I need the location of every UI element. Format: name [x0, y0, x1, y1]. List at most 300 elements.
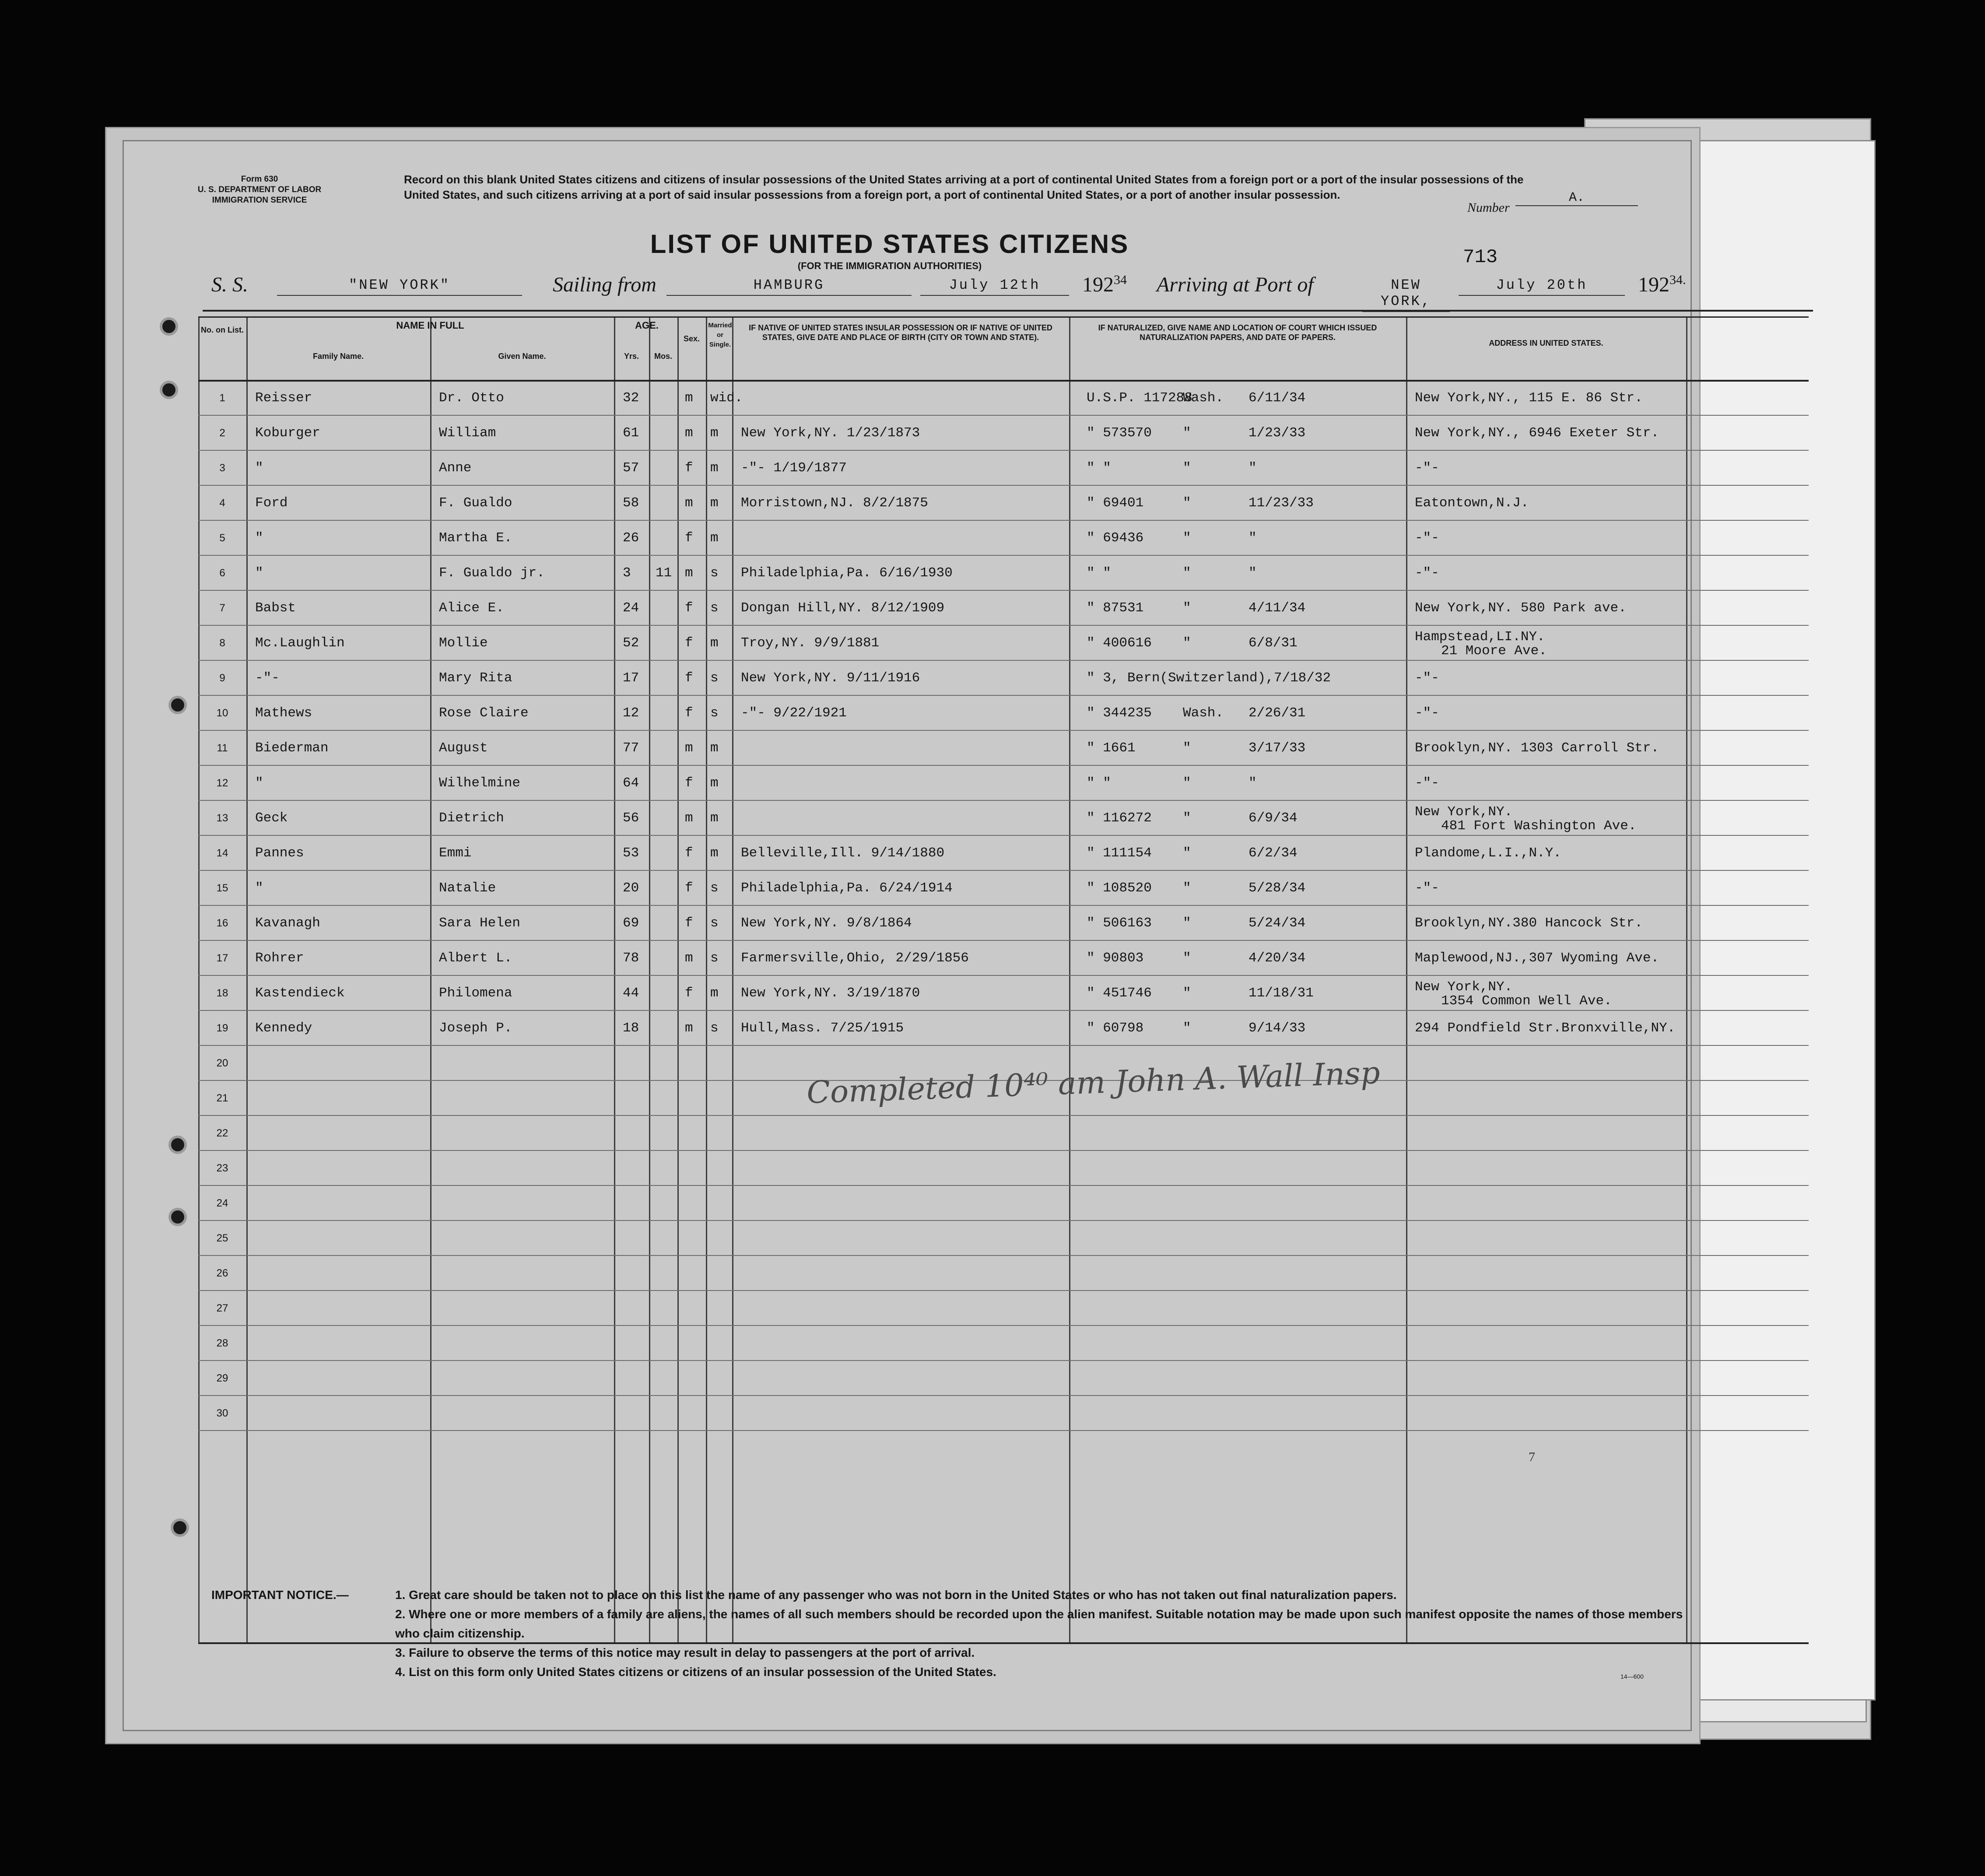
- cell-nat-court: " 116272: [1087, 810, 1152, 826]
- voyage-line: [124, 273, 1690, 308]
- cell-ms: m: [710, 775, 719, 791]
- row-number: 22: [216, 1127, 228, 1139]
- row-number: 19: [216, 1022, 228, 1034]
- cell-age: 18: [623, 1020, 639, 1036]
- binding-hole: [171, 1518, 189, 1537]
- cell-nat-date: 5/24/34: [1249, 915, 1306, 931]
- cell-nat-date: 6/11/34: [1249, 390, 1306, 406]
- row-number: 18: [216, 987, 228, 999]
- header-naturalized: IF NATURALIZED, GIVE NAME AND LOCATION OF COURT WHICH ISSUED NATURALIZATION PAPERS, AND DATE OF PAPERS.: [1098, 323, 1377, 342]
- cell-nat-court: " 60798: [1087, 1020, 1144, 1036]
- cell-given: Sara Helen: [439, 915, 521, 931]
- cell-address: -"-: [1415, 565, 1439, 581]
- cell-family: ": [255, 775, 263, 791]
- cell-ms: wid.: [710, 390, 743, 406]
- cell-nat-court: " 87531: [1087, 600, 1144, 616]
- page-title: LIST OF UNITED STATES CITIZENS: [650, 229, 1129, 259]
- notice-item: 3. Failure to observe the terms of this notice may result in delay to passengers at the port of arrival.: [395, 1646, 975, 1659]
- cell-address: -"-: [1415, 775, 1439, 791]
- row-rule: [198, 1290, 1809, 1291]
- row-rule: [198, 660, 1809, 661]
- cell-address: Brooklyn,NY.380 Hancock Str.: [1415, 915, 1643, 931]
- header-top-rule: [203, 310, 1813, 312]
- notice-item: 4. List on this form only United States citizens or citizens of an insular possession of the United States.: [395, 1665, 996, 1679]
- cell-nat-loc: ": [1183, 425, 1191, 441]
- cell-sex: f: [685, 915, 693, 931]
- cell-nat-loc: ": [1183, 950, 1191, 966]
- cell-ms: s: [710, 705, 719, 721]
- cell-address: New York,NY., 6946 Exeter Str.: [1415, 425, 1659, 441]
- cell-nat-date: 9/14/33: [1249, 1020, 1306, 1036]
- row-number: 24: [216, 1197, 228, 1209]
- binding-hole: [168, 696, 187, 714]
- header-age: AGE.: [635, 320, 659, 331]
- cell-birth: Belleville,Ill. 9/14/1880: [741, 845, 945, 861]
- cell-address: -"-: [1415, 460, 1439, 476]
- cell-address-line2: 1354 Common Well Ave.: [1441, 993, 1612, 1009]
- cell-family: ": [255, 460, 263, 476]
- cell-given: August: [439, 740, 488, 756]
- row-rule: [198, 870, 1809, 871]
- cell-birth: Hull,Mass. 7/25/1915: [741, 1020, 904, 1036]
- citizen-table: [146, 316, 1809, 1642]
- cell-family: ": [255, 565, 263, 581]
- cell-address: -"-: [1415, 705, 1439, 721]
- cell-sex: m: [685, 810, 693, 826]
- cell-sex: m: [685, 495, 693, 511]
- cell-nat-loc: ": [1183, 810, 1191, 826]
- cell-nat-court: " 451746: [1087, 985, 1152, 1001]
- header-months: Mos.: [654, 352, 672, 361]
- row-number: 15: [216, 882, 228, 894]
- cell-address: Maplewood,NJ.,307 Wyoming Ave.: [1415, 950, 1659, 966]
- cell-given: F. Gualdo jr.: [439, 565, 545, 581]
- cell-nat-date: ": [1249, 460, 1257, 476]
- cell-address: Hampstead,LI.NY.: [1415, 629, 1545, 645]
- cell-nat-loc: ": [1183, 1020, 1191, 1036]
- cell-nat-loc: ": [1183, 635, 1191, 651]
- header-married-single: Married or Single.: [708, 322, 732, 348]
- cell-address: New York,NY.: [1415, 804, 1513, 820]
- number-label: Number: [1467, 200, 1510, 215]
- cell-address: 294 Pondfield Str.Bronxville,NY.: [1415, 1020, 1676, 1036]
- row-rule: [198, 1360, 1809, 1361]
- ship-name: "NEW YORK": [277, 277, 522, 296]
- cell-age: 64: [623, 775, 639, 791]
- cell-ms: s: [710, 950, 719, 966]
- row-rule: [198, 905, 1809, 906]
- cell-nat-court: " 69401: [1087, 495, 1144, 511]
- cell-family: Kavanagh: [255, 915, 320, 931]
- cell-nat-court: " 3, Bern(Switzerland),7/18/32: [1087, 670, 1331, 686]
- col-divider: [1686, 316, 1687, 1642]
- cell-ms: s: [710, 670, 719, 686]
- cell-given: Mollie: [439, 635, 488, 651]
- cell-address: New York,NY. 580 Park ave.: [1415, 600, 1627, 616]
- cell-family: Babst: [255, 600, 296, 616]
- department-name: U. S. DEPARTMENT OF LABOR: [197, 185, 322, 194]
- cell-given: Natalie: [439, 880, 496, 896]
- cell-ms: m: [710, 740, 719, 756]
- cell-ms: m: [710, 810, 719, 826]
- cell-sex: f: [685, 600, 693, 616]
- row-number: 7: [219, 602, 225, 614]
- header-years: Yrs.: [624, 352, 639, 361]
- cell-nat-court: " 108520: [1087, 880, 1152, 896]
- cell-ms: m: [710, 985, 719, 1001]
- row-number: 9: [219, 672, 225, 684]
- cell-ms: s: [710, 915, 719, 931]
- cell-nat-date: 6/9/34: [1249, 810, 1298, 826]
- cell-age: 44: [623, 985, 639, 1001]
- header-sex: Sex.: [683, 334, 700, 343]
- col-divider: [649, 316, 650, 1642]
- cell-address: New York,NY.: [1415, 979, 1513, 995]
- cell-nat-loc: Wash.: [1183, 705, 1224, 721]
- cell-nat-loc: ": [1183, 600, 1191, 616]
- cell-age: 3: [623, 565, 631, 581]
- notice-lead: IMPORTANT NOTICE.—: [211, 1588, 349, 1602]
- cell-family: Pannes: [255, 845, 304, 861]
- row-rule: [198, 940, 1809, 941]
- binding-hole: [160, 381, 178, 399]
- cell-sex: f: [685, 985, 693, 1001]
- cell-ms: s: [710, 600, 719, 616]
- cell-birth: Philadelphia,Pa. 6/16/1930: [741, 565, 953, 581]
- row-rule: [198, 520, 1809, 521]
- cell-family: ": [255, 880, 263, 896]
- row-rule: [198, 1255, 1809, 1256]
- cell-age: 56: [623, 810, 639, 826]
- cell-family: Mc.Laughlin: [255, 635, 345, 651]
- cell-nat-court: " 111154: [1087, 845, 1152, 861]
- row-number: 3: [219, 462, 225, 474]
- cell-nat-court: U.S.P. 117288: [1087, 390, 1192, 406]
- cell-age: 69: [623, 915, 639, 931]
- row-rule: [198, 695, 1809, 696]
- cell-ms: s: [710, 1020, 719, 1036]
- cell-given: Mary Rita: [439, 670, 512, 686]
- cell-family: ": [255, 530, 263, 546]
- form-identifier: [189, 174, 330, 206]
- cell-nat-court: " 400616: [1087, 635, 1152, 651]
- form-instructions: Record on this blank United States citizens and citizens of insular possessions of the United States arriving at a port of continental United States from a foreign port or a port of the insular possessions of the United States, and such citizens arriving at a port of said insular possessions from a foreign port, a port of continental United States, or a port of another insular possession.: [404, 173, 1524, 201]
- form-number: Form 630: [241, 175, 278, 184]
- row-number: 5: [219, 532, 225, 544]
- cell-given: Emmi: [439, 845, 472, 861]
- row-number: 21: [216, 1092, 228, 1104]
- arriving-label: Arriving at Port of: [1157, 273, 1314, 296]
- cell-birth: New York,NY. 9/11/1916: [741, 670, 920, 686]
- cell-address: -"-: [1415, 530, 1439, 546]
- cell-nat-court: " 90803: [1087, 950, 1144, 966]
- row-rule: [198, 485, 1809, 486]
- cell-age: 20: [623, 880, 639, 896]
- col-divider: [198, 316, 200, 1642]
- row-number: 27: [216, 1302, 228, 1314]
- cell-age: 77: [623, 740, 639, 756]
- header-address: ADDRESS IN UNITED STATES.: [1489, 339, 1603, 347]
- cell-address: New York,NY., 115 E. 86 Str.: [1415, 390, 1643, 406]
- row-number: 14: [216, 847, 228, 859]
- cell-nat-loc: ": [1183, 530, 1191, 546]
- cell-age: 58: [623, 495, 639, 511]
- cell-ms: m: [710, 845, 719, 861]
- cell-nat-date: 3/17/33: [1249, 740, 1306, 756]
- row-number: 20: [216, 1057, 228, 1069]
- cell-age: 57: [623, 460, 639, 476]
- row-number: 11: [217, 742, 228, 754]
- manifest-sheet: [123, 140, 1692, 1731]
- cell-nat-date: 4/11/34: [1249, 600, 1306, 616]
- cell-sex: f: [685, 880, 693, 896]
- cell-given: Albert L.: [439, 950, 512, 966]
- cell-family: Mathews: [255, 705, 312, 721]
- col-divider: [246, 316, 248, 1642]
- binding-hole: [168, 1208, 187, 1226]
- cell-nat-court: " ": [1087, 460, 1111, 476]
- port-from: HAMBURG: [666, 277, 912, 296]
- row-number: 23: [216, 1162, 228, 1174]
- cell-nat-loc: ": [1183, 880, 1191, 896]
- header-birth: IF NATIVE OF UNITED STATES INSULAR POSSESSION OR IF NATIVE OF UNITED STATES, GIVE DATE AND PLACE OF BIRTH (CITY OR TOWN AND STATE).: [749, 323, 1052, 342]
- binding-hole: [160, 317, 178, 336]
- cell-nat-date: 6/8/31: [1249, 635, 1298, 651]
- cell-sex: f: [685, 670, 693, 686]
- row-number: 4: [219, 497, 225, 509]
- cell-sex: f: [685, 845, 693, 861]
- cell-nat-date: 11/18/31: [1249, 985, 1314, 1001]
- arrive-year: $192^{34.}$: [1638, 273, 1686, 296]
- row-number: 30: [216, 1407, 228, 1419]
- cell-age: 26: [623, 530, 639, 546]
- cell-nat-loc: ": [1183, 915, 1191, 931]
- cell-sex: m: [685, 740, 693, 756]
- cell-address: Plandome,L.I.,N.Y.: [1415, 845, 1561, 861]
- cell-address: Brooklyn,NY. 1303 Carroll Str.: [1415, 740, 1659, 756]
- row-number: 28: [216, 1337, 228, 1349]
- notice-item: 2. Where one or more members of a family are aliens, the names of all such members should be recorded upon the alien manifest. Suitable notation may be made upon such manifest opposite the names of those members who claim citizenship.: [395, 1607, 1683, 1640]
- cell-nat-loc: ": [1183, 845, 1191, 861]
- cell-nat-loc: ": [1183, 460, 1191, 476]
- row-number: 25: [216, 1232, 228, 1244]
- cell-age: 32: [623, 390, 639, 406]
- row-rule: [198, 415, 1809, 416]
- cell-ms: m: [710, 425, 719, 441]
- cell-age: 24: [623, 600, 639, 616]
- cell-sex: f: [685, 705, 693, 721]
- sheet-number-stamp: 713: [1463, 246, 1498, 268]
- cell-nat-court: " ": [1087, 775, 1111, 791]
- row-rule: [198, 316, 1809, 318]
- cell-given: Dr. Otto: [439, 390, 504, 406]
- cell-sex: m: [685, 950, 693, 966]
- depart-date: July 12th: [920, 277, 1069, 296]
- depart-year: $192^{34}$: [1082, 273, 1127, 296]
- cell-nat-loc: ": [1183, 740, 1191, 756]
- cell-birth: Morristown,NJ. 8/2/1875: [741, 495, 928, 511]
- row-rule: [198, 975, 1809, 976]
- port-to: NEW YORK,: [1362, 277, 1450, 312]
- row-rule: [198, 1430, 1809, 1431]
- cell-ms: m: [710, 635, 719, 651]
- row-number: 26: [216, 1267, 228, 1279]
- row-rule: [198, 800, 1809, 801]
- cell-address: -"-: [1415, 670, 1439, 686]
- cell-given: Joseph P.: [439, 1020, 512, 1036]
- cell-address-line2: 21 Moore Ave.: [1441, 643, 1547, 659]
- row-number: 17: [216, 952, 228, 964]
- cell-nat-court: " 344235: [1087, 705, 1152, 721]
- cell-given: F. Gualdo: [439, 495, 512, 511]
- header-family-name: Family Name.: [312, 352, 364, 361]
- row-number: 29: [216, 1372, 228, 1384]
- row-rule: [198, 1045, 1809, 1046]
- cell-nat-court: " 69436: [1087, 530, 1144, 546]
- cell-age: 78: [623, 950, 639, 966]
- cell-mos: 11: [656, 565, 672, 581]
- cell-ms: s: [710, 565, 719, 581]
- cell-family: Biederman: [255, 740, 329, 756]
- cell-given: Dietrich: [439, 810, 504, 826]
- cell-age: 12: [623, 705, 639, 721]
- cell-family: Kastendieck: [255, 985, 345, 1001]
- cell-birth: -"- 1/19/1877: [741, 460, 847, 476]
- row-rule: [198, 555, 1809, 556]
- cell-birth: Troy,NY. 9/9/1881: [741, 635, 880, 651]
- row-rule: [198, 765, 1809, 766]
- cell-birth: New York,NY. 3/19/1870: [741, 985, 920, 1001]
- col-divider: [430, 316, 431, 1642]
- cell-family: Rohrer: [255, 950, 304, 966]
- cell-age: 52: [623, 635, 639, 651]
- cell-nat-date: 5/28/34: [1249, 880, 1306, 896]
- page-subtitle: (FOR THE IMMIGRATION AUTHORITIES): [797, 260, 982, 271]
- row-number: 10: [216, 707, 228, 719]
- cell-nat-court: " 506163: [1087, 915, 1152, 931]
- cell-ms: m: [710, 495, 719, 511]
- cell-family: Geck: [255, 810, 288, 826]
- cell-given: Anne: [439, 460, 472, 476]
- cell-sex: f: [685, 530, 693, 546]
- row-rule: [198, 1325, 1809, 1326]
- cell-given: Rose Claire: [439, 705, 529, 721]
- cell-nat-date: 6/2/34: [1249, 845, 1298, 861]
- row-rule: [198, 590, 1809, 591]
- cell-nat-court: " ": [1087, 565, 1111, 581]
- cell-birth: Farmersville,Ohio, 2/29/1856: [741, 950, 969, 966]
- notice-item: 1. Great care should be taken not to place on this list the name of any passenger who was not born in the United States or who has not taken out final naturalization papers.: [395, 1588, 1397, 1602]
- cell-birth: Philadelphia,Pa. 6/24/1914: [741, 880, 953, 896]
- cell-nat-date: 4/20/34: [1249, 950, 1306, 966]
- cell-birth: New York,NY. 1/23/1873: [741, 425, 920, 441]
- cell-sex: m: [685, 390, 693, 406]
- cell-family: Ford: [255, 495, 288, 511]
- cell-given: Martha E.: [439, 530, 512, 546]
- cell-nat-court: " 1661: [1087, 740, 1136, 756]
- col-divider: [1069, 316, 1070, 1642]
- row-number: 13: [216, 812, 228, 824]
- header-name-in-full: NAME IN FULL: [396, 320, 464, 331]
- cell-ms: m: [710, 460, 719, 476]
- cell-address: -"-: [1415, 880, 1439, 896]
- sailing-label: Sailing from: [553, 273, 656, 296]
- cell-sex: f: [685, 775, 693, 791]
- cell-sex: f: [685, 460, 693, 476]
- row-number: 16: [216, 917, 228, 929]
- col-divider: [614, 316, 615, 1642]
- cell-sex: m: [685, 565, 693, 581]
- row-rule: [198, 1185, 1809, 1186]
- col-divider: [677, 316, 679, 1642]
- header-given-name: Given Name.: [498, 352, 546, 361]
- header-no: No. on List.: [201, 326, 244, 334]
- cell-nat-date: 11/23/33: [1249, 495, 1314, 511]
- cell-nat-loc: ": [1183, 495, 1191, 511]
- row-rule: [198, 625, 1809, 626]
- cell-sex: m: [685, 1020, 693, 1036]
- ss-label: S. S.: [211, 273, 248, 296]
- header-bottom-rule: [198, 380, 1809, 382]
- cell-sex: f: [685, 635, 693, 651]
- cell-nat-loc: ": [1183, 565, 1191, 581]
- cell-age: 53: [623, 845, 639, 861]
- binding-hole: [168, 1136, 187, 1154]
- row-rule: [198, 1150, 1809, 1151]
- cell-nat-date: 2/26/31: [1249, 705, 1306, 721]
- row-number: 2: [219, 427, 225, 439]
- cell-family: Reisser: [255, 390, 312, 406]
- row-rule: [198, 1220, 1809, 1221]
- row-rule: [198, 835, 1809, 836]
- row-rule: [198, 1395, 1809, 1396]
- col-divider: [732, 316, 733, 1642]
- cell-family: -"-: [255, 670, 280, 686]
- cell-nat-date: ": [1249, 530, 1257, 546]
- cell-ms: s: [710, 880, 719, 896]
- cell-ms: m: [710, 530, 719, 546]
- cell-nat-loc: ": [1183, 985, 1191, 1001]
- cell-given: Philomena: [439, 985, 512, 1001]
- margin-mark: 7: [1529, 1450, 1535, 1464]
- cell-nat-date: ": [1249, 565, 1257, 581]
- cell-birth: -"- 9/22/1921: [741, 705, 847, 721]
- cell-nat-date: ": [1249, 775, 1257, 791]
- row-number: 6: [219, 567, 225, 579]
- cell-birth: Dongan Hill,NY. 8/12/1909: [741, 600, 945, 616]
- arrive-date: July 20th: [1459, 277, 1625, 296]
- row-number: 1: [219, 392, 225, 404]
- cell-nat-date: 1/23/33: [1249, 425, 1306, 441]
- cell-birth: New York,NY. 9/8/1864: [741, 915, 912, 931]
- row-rule: [198, 450, 1809, 451]
- cell-family: Kennedy: [255, 1020, 312, 1036]
- cell-nat-loc: Wash.: [1183, 390, 1224, 406]
- row-rule: [198, 730, 1809, 731]
- cell-age: 17: [623, 670, 639, 686]
- cell-age: 61: [623, 425, 639, 441]
- row-number: 12: [216, 777, 228, 789]
- col-divider: [706, 316, 707, 1642]
- inspector-signature-note: Completed 10⁴⁰ am John A. Wall Insp: [806, 1055, 1381, 1111]
- cell-given: Wilhelmine: [439, 775, 521, 791]
- number-value: A.: [1515, 190, 1638, 206]
- cell-nat-loc: ": [1183, 775, 1191, 791]
- service-name: IMMIGRATION SERVICE: [212, 196, 307, 205]
- form-print-code: 14—600: [1620, 1673, 1644, 1680]
- row-rule: [198, 1010, 1809, 1011]
- cell-address: Eatontown,N.J.: [1415, 495, 1529, 511]
